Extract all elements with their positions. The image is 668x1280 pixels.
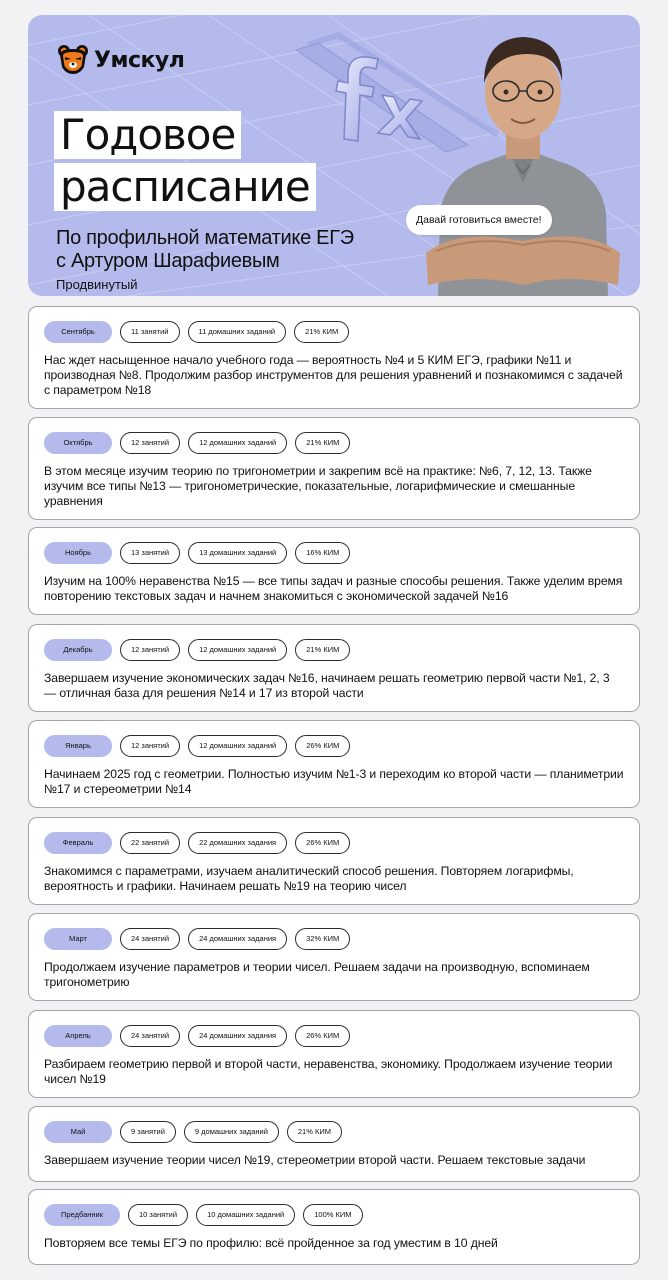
month-card	[28, 1010, 640, 1098]
month-badge: Апрель	[44, 1025, 112, 1047]
homework-count-badge: 24 домашних задания	[188, 928, 287, 950]
month-stats	[44, 639, 624, 661]
homework-count-badge: 9 домашних заданий	[184, 1121, 279, 1143]
month-card	[28, 817, 640, 905]
fx-3d-icon	[326, 45, 426, 155]
lessons-count-badge: 22 занятий	[120, 832, 180, 854]
lessons-count-badge: 10 занятий	[128, 1204, 188, 1226]
kim-percent-badge: 26% КИМ	[295, 735, 350, 757]
kim-percent-badge: 26% КИМ	[295, 1025, 350, 1047]
month-badge: Ноябрь	[44, 542, 112, 564]
kim-percent-badge: 100% КИМ	[303, 1204, 362, 1226]
month-stats	[44, 928, 624, 950]
month-badge: Март	[44, 928, 112, 950]
page-title-line2: расписание	[54, 163, 316, 211]
lessons-count-badge: 12 занятий	[120, 639, 180, 661]
month-description: В этом месяце изучим теорию по тригонометрии и закрепим всё на практике: №6, 7, 12, 13. Также изучим все типы №13 — тригонометрические, показательные, логарифмические и смешанные уравнения	[44, 464, 592, 508]
page-title-line1: Годовое	[54, 111, 241, 159]
lessons-count-badge: 9 занятий	[120, 1121, 176, 1143]
month-stats	[44, 1025, 624, 1047]
month-description: Знакомимся с параметрами, изучаем аналитический способ решения. Повторяем логарифмы, вероятность и графики. Начинаем решать №19 на теорию чисел	[44, 864, 574, 893]
brand-logo[interactable]	[56, 43, 184, 77]
month-badge: Февраль	[44, 832, 112, 854]
month-badge: Предбанник	[44, 1204, 120, 1226]
speech-bubble: Давай готовиться вместе!	[406, 205, 552, 235]
homework-count-badge: 12 домашних заданий	[188, 639, 287, 661]
month-stats	[44, 321, 624, 343]
month-badge: Январь	[44, 735, 112, 757]
kim-percent-badge: 21% КИМ	[294, 321, 349, 343]
kim-percent-badge: 26% КИМ	[295, 832, 350, 854]
subtitle-line2: с Артуром Шарафиевым	[56, 250, 280, 272]
month-description: Изучим на 100% неравенства №15 — все типы задач и разные способы решения. Также уделим время повторению текстовых задач и начнем знакомиться с экономической задачей №16	[44, 574, 623, 603]
lessons-count-badge: 12 занятий	[120, 432, 180, 454]
month-stats	[44, 432, 624, 454]
course-subtitle	[56, 227, 396, 273]
month-card	[28, 720, 640, 808]
month-badge: Октябрь	[44, 432, 112, 454]
hero-banner	[28, 15, 640, 296]
kim-percent-badge: 21% КИМ	[295, 639, 350, 661]
month-card	[28, 1106, 640, 1182]
month-description: Завершаем изучение теории чисел №19, стереометрии второй части. Решаем текстовые задачи	[44, 1153, 586, 1167]
lessons-count-badge: 13 занятий	[120, 542, 180, 564]
brand-name: Умскул	[94, 47, 185, 73]
kim-percent-badge: 21% КИМ	[295, 432, 350, 454]
kim-percent-badge: 16% КИМ	[295, 542, 350, 564]
lessons-count-badge: 12 занятий	[120, 735, 180, 757]
course-level: Продвинутый	[56, 277, 138, 292]
homework-count-badge: 12 домашних заданий	[188, 735, 287, 757]
month-description: Начинаем 2025 год с геометрии. Полностью изучим №1-3 и переходим ко второй части — планиметрии №17 и стереометрии №14	[44, 767, 624, 796]
month-badge: Май	[44, 1121, 112, 1143]
month-stats	[44, 1204, 624, 1226]
month-card	[28, 913, 640, 1001]
month-stats	[44, 735, 624, 757]
homework-count-badge: 12 домашних заданий	[188, 432, 287, 454]
bear-logo-icon	[56, 43, 90, 77]
lessons-count-badge: 24 занятий	[120, 928, 180, 950]
month-stats	[44, 1121, 624, 1143]
month-badge: Сентябрь	[44, 321, 112, 343]
month-description: Повторяем все темы ЕГЭ по профилю: всё пройденное за год уместим в 10 дней	[44, 1236, 498, 1250]
teacher-photo	[418, 23, 628, 296]
kim-percent-badge: 21% КИМ	[287, 1121, 342, 1143]
homework-count-badge: 13 домашних заданий	[188, 542, 287, 564]
month-badge: Декабрь	[44, 639, 112, 661]
month-stats	[44, 542, 624, 564]
month-card	[28, 624, 640, 712]
month-stats	[44, 832, 624, 854]
lessons-count-badge: 11 занятий	[120, 321, 180, 343]
month-description: Завершаем изучение экономических задач №16, начинаем решать геометрию первой части №1, 2, 3 — отличная база для решения №14 и 17 из второй части	[44, 671, 610, 700]
kim-percent-badge: 32% КИМ	[295, 928, 350, 950]
homework-count-badge: 22 домашних задания	[188, 832, 287, 854]
subtitle-line1: По профильной математике ЕГЭ	[56, 227, 354, 249]
month-description: Нас ждет насыщенное начало учебного года — вероятность №4 и 5 КИМ ЕГЭ, графики №11 и производная №8. Продолжим разбор инструментов для решения уравнений и познакомимся с задачей с параметром №18	[44, 353, 623, 397]
homework-count-badge: 11 домашних заданий	[188, 321, 287, 343]
month-description: Разбираем геометрию первой и второй части, неравенства, экономику. Продолжаем изучение теории чисел №19	[44, 1057, 613, 1086]
homework-count-badge: 24 домашних задания	[188, 1025, 287, 1047]
month-card	[28, 306, 640, 409]
lessons-count-badge: 24 занятий	[120, 1025, 180, 1047]
month-card	[28, 417, 640, 520]
month-description: Продолжаем изучение параметров и теории чисел. Решаем задачи на производную, вспоминаем тригонометрию	[44, 960, 590, 989]
homework-count-badge: 10 домашних заданий	[196, 1204, 295, 1226]
month-card	[28, 527, 640, 615]
month-card	[28, 1189, 640, 1265]
